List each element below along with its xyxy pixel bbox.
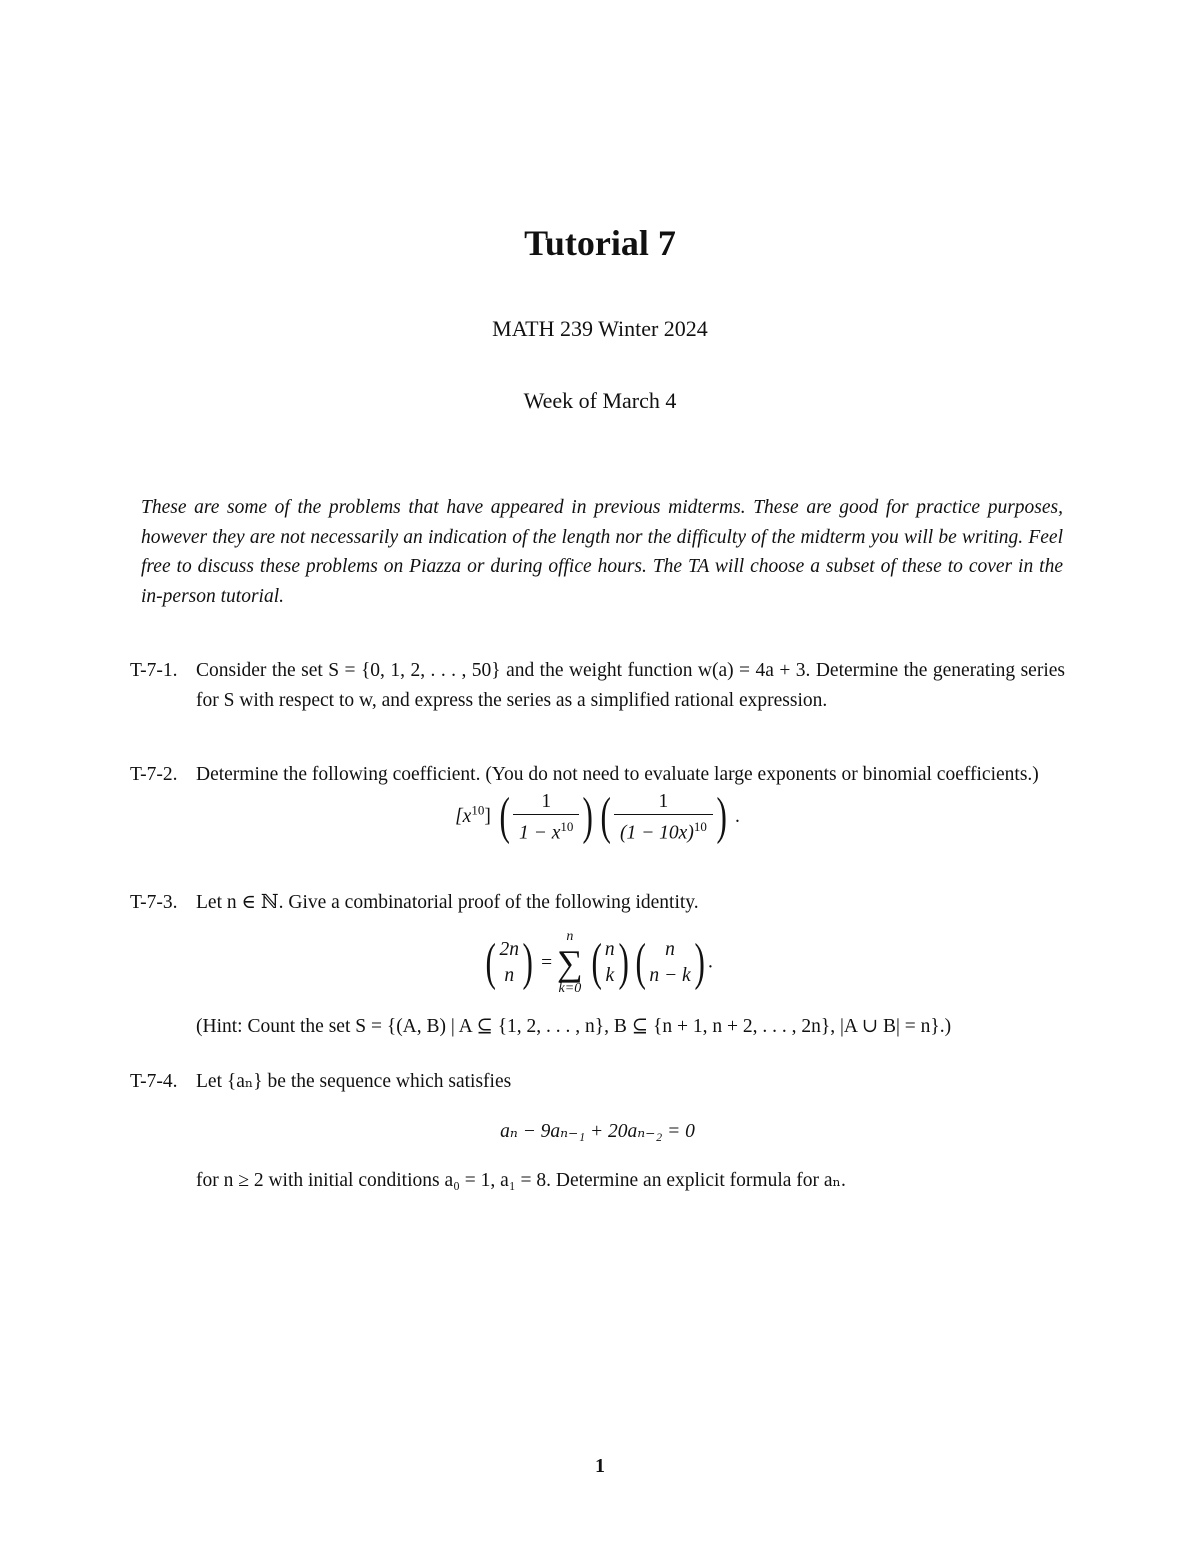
fraction-1: $\frac{1}{1 - x^{10}}$ bbox=[513, 790, 579, 846]
summation: n ∑ k=0 bbox=[557, 928, 583, 996]
problem-label: T-7-4. bbox=[130, 1071, 178, 1092]
problem-label: T-7-3. bbox=[130, 892, 178, 913]
coefficient-equation: $[x^{10}]$ ( $\frac{1}{1 - x^{10}}$ ) ( $\frac{1}{(1 - 10x)^{10}}$ ) . bbox=[455, 788, 740, 846]
intro-paragraph: These are some of the problems that have appeared in previous midterms. These are good for practice purposes, however they are not necessarily an indication of the length nor the difficulty of the midterm you will be writing. Feel free to discuss these problems on Piazza or during office hours. The TA will choose a subset of these to cover in the in-person tutorial. bbox=[141, 497, 1063, 607]
problem-text: Let n ∈ ℕ. Give a combinatorial proof of the following identity. bbox=[196, 892, 699, 913]
problem-text: Let {aₙ} be the sequence which satisfies bbox=[196, 1071, 512, 1092]
fraction-2: $\frac{1}{(1 - 10x)^{10}}$ bbox=[614, 790, 713, 846]
problem-text-after: for n ≥ 2 with initial conditions a₀ = 1, a₁ = 8. Determine an explicit formula for aₙ. bbox=[196, 1170, 846, 1191]
problem-4 bbox=[130, 1067, 1065, 1196]
problem-label: T-7-2. bbox=[130, 764, 178, 785]
problem-1 bbox=[130, 656, 1065, 715]
identity-equation: ( 2n n ) = n ∑ k=0 ( n k ) ( n n − k ) . bbox=[485, 928, 713, 996]
week-line: Week of March 4 bbox=[523, 388, 677, 413]
binom-1: n k bbox=[604, 938, 615, 986]
problem-label: T-7-1. bbox=[130, 660, 178, 681]
problem-3 bbox=[130, 888, 1065, 1041]
page-title: Tutorial 7 bbox=[524, 223, 676, 263]
problem-text: Consider the set S = {0, 1, 2, . . . , 50} and the weight function w(a) = 4a + 3. Determine the generating series for S with respect to w, and express the series as a simplified rational expression. bbox=[196, 660, 1065, 711]
recurrence-equation: aₙ − 9aₙ₋₁ + 20aₙ₋₂ = 0 bbox=[500, 1120, 695, 1142]
hint-text: (Hint: Count the set S = {(A, B) | A ⊆ {1, 2, . . . , n}, B ⊆ {n + 1, n + 2, . . . , 2n}, |A ∪ B| = n}.) bbox=[196, 1015, 952, 1037]
coef-bracket: [x bbox=[455, 805, 472, 827]
problem-2 bbox=[130, 760, 1065, 845]
course-line: MATH 239 Winter 2024 bbox=[492, 316, 708, 341]
binom-lhs: 2n n bbox=[499, 938, 519, 986]
binom-2: n n − k bbox=[649, 938, 691, 986]
page-number: 1 bbox=[595, 1455, 605, 1477]
problem-text: Determine the following coefficient. (You do not need to evaluate large exponents or binomial coefficients.) bbox=[196, 764, 1039, 785]
